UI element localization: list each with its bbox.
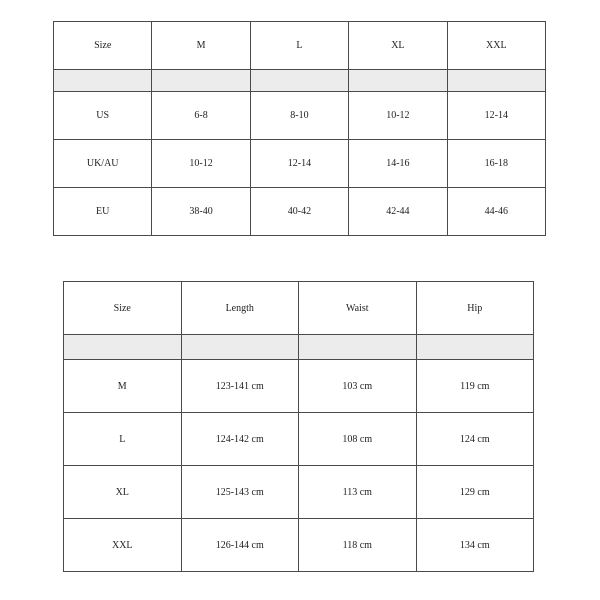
- table-cell: EU: [54, 188, 152, 236]
- table-header-row: [54, 22, 546, 70]
- table-row: [64, 413, 534, 466]
- table-cell: L: [64, 413, 182, 466]
- header-cell: Size: [54, 22, 152, 70]
- spacer-cell: [416, 335, 534, 360]
- table-header-row: [64, 282, 534, 335]
- table-cell: 119 cm: [416, 360, 534, 413]
- spacer-cell: [250, 70, 348, 92]
- header-cell: XXL: [447, 22, 545, 70]
- table-cell: UK/AU: [54, 140, 152, 188]
- table-cell: 16-18: [447, 140, 545, 188]
- table-cell: 125-143 cm: [181, 466, 299, 519]
- table-cell: 10-12: [349, 92, 447, 140]
- table-cell: 129 cm: [416, 466, 534, 519]
- spacer-cell: [349, 70, 447, 92]
- table-row: [54, 140, 546, 188]
- header-cell: Hip: [416, 282, 534, 335]
- spacer-cell: [64, 335, 182, 360]
- table-cell: 123-141 cm: [181, 360, 299, 413]
- spacer-cell: [447, 70, 545, 92]
- table-spacer-row: [54, 70, 546, 92]
- spacer-cell: [181, 335, 299, 360]
- table-row: [64, 466, 534, 519]
- measurements-size-table: [63, 281, 534, 572]
- table-row: [64, 519, 534, 572]
- table-cell: 38-40: [152, 188, 250, 236]
- table-spacer-row: [64, 335, 534, 360]
- table-cell: 124-142 cm: [181, 413, 299, 466]
- table-cell: XXL: [64, 519, 182, 572]
- table-cell: 12-14: [250, 140, 348, 188]
- table-cell: 10-12: [152, 140, 250, 188]
- header-cell: Length: [181, 282, 299, 335]
- table-cell: 134 cm: [416, 519, 534, 572]
- table-cell: 42-44: [349, 188, 447, 236]
- table-cell: XL: [64, 466, 182, 519]
- table-cell: 108 cm: [299, 413, 417, 466]
- table-cell: 44-46: [447, 188, 545, 236]
- table-cell: US: [54, 92, 152, 140]
- spacer-cell: [299, 335, 417, 360]
- header-cell: XL: [349, 22, 447, 70]
- international-size-table: [53, 21, 546, 236]
- table-cell: 124 cm: [416, 413, 534, 466]
- table-cell: 40-42: [250, 188, 348, 236]
- table-cell: 126-144 cm: [181, 519, 299, 572]
- header-cell: Waist: [299, 282, 417, 335]
- header-cell: L: [250, 22, 348, 70]
- table-row: [54, 92, 546, 140]
- table-cell: 12-14: [447, 92, 545, 140]
- spacer-cell: [54, 70, 152, 92]
- table-cell: M: [64, 360, 182, 413]
- header-cell: M: [152, 22, 250, 70]
- table-cell: 14-16: [349, 140, 447, 188]
- header-cell: Size: [64, 282, 182, 335]
- table-cell: 113 cm: [299, 466, 417, 519]
- table-cell: 103 cm: [299, 360, 417, 413]
- table-row: [64, 360, 534, 413]
- table-cell: 8-10: [250, 92, 348, 140]
- table-cell: 118 cm: [299, 519, 417, 572]
- table-row: [54, 188, 546, 236]
- table-cell: 6-8: [152, 92, 250, 140]
- spacer-cell: [152, 70, 250, 92]
